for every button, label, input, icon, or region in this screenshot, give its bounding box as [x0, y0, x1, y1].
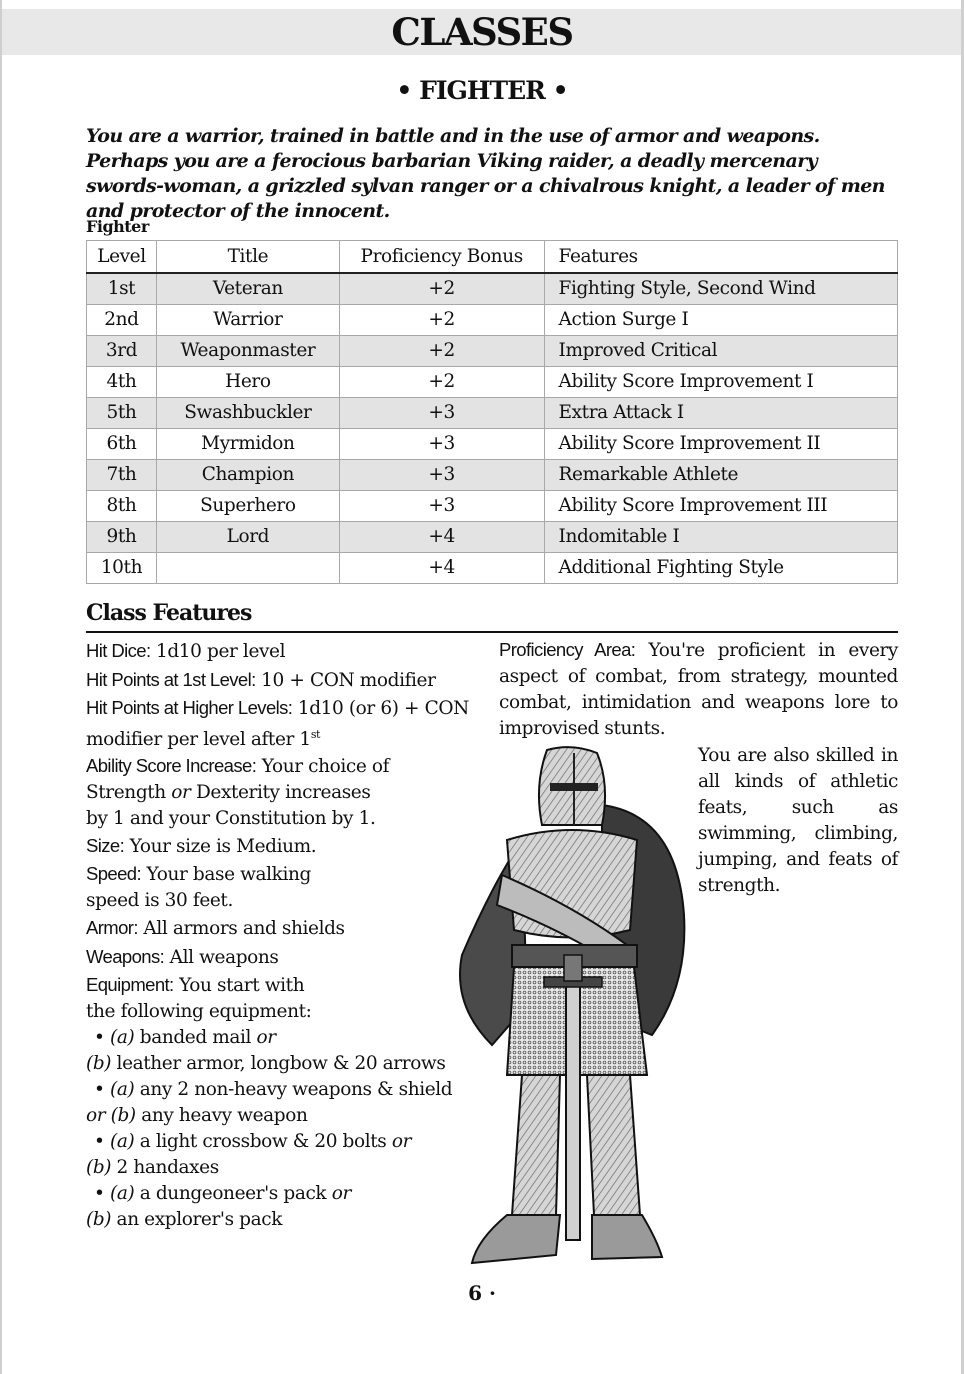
feature-label: Hit Points at Higher Levels:: [86, 697, 293, 718]
cell-title: Warrior: [156, 305, 339, 336]
feature-label: Armor:: [86, 917, 138, 939]
bullet-icon: •: [94, 1131, 105, 1153]
cell-title: Weaponmaster: [156, 336, 339, 367]
col-header-features: Features: [544, 241, 897, 274]
cell-level: 4th: [87, 367, 157, 398]
class-intro: You are a warrior, trained in battle and in the use of armor and weapons. Perhaps you are a ferocious barbarian Viking raider, a deadly mercenary swords-woman, a grizzled sylvan ranger or a chivalrous knight, a leader of men and protector of the innocent.: [86, 125, 885, 222]
table-row: [87, 336, 898, 367]
features-left-column: [86, 637, 486, 1233]
cell-features: Ability Score Improvement III: [544, 491, 897, 522]
bullet-icon: •: [94, 1183, 105, 1205]
table-row: [87, 460, 898, 491]
bullet-icon: •: [94, 1027, 105, 1049]
table-row: [87, 522, 898, 553]
cell-bonus: +2: [339, 336, 544, 367]
table-row: [87, 305, 898, 336]
cell-bonus: +2: [339, 273, 544, 305]
feature-equipment: Equipment: You start with the following equipment:: [86, 974, 312, 1023]
feature-armor: Armor: All armors and shields: [86, 917, 345, 940]
cell-features: Extra Attack I: [544, 398, 897, 429]
feature-proficiency-area: Proficiency Area: You're proficient in every aspect of combat, from strategy, mounted combat, intimidation and weapons lore to improvised stunts.: [499, 639, 898, 739]
cell-bonus: +3: [339, 460, 544, 491]
cell-title: Swashbuckler: [156, 398, 339, 429]
equipment-item: • (a) any 2 non-heavy weapons & shield or (b) any heavy weapon: [86, 1079, 453, 1127]
page-title: CLASSES: [391, 10, 573, 54]
feature-label: Proficiency Area:: [499, 639, 636, 660]
class-subtitle: • FIGHTER •: [396, 76, 568, 105]
cell-title: Hero: [156, 367, 339, 398]
cell-title: Veteran: [156, 273, 339, 305]
feature-weapons: Weapons: All weapons: [86, 946, 279, 969]
feature-hp-higher: Hit Points at Higher Levels: 1d10 (or 6) + CON modifier per level after 1st: [86, 697, 469, 751]
feature-speed: Speed: Your base walking speed is 30 feet.: [86, 863, 311, 912]
section-rule: [86, 631, 898, 633]
cell-title: Superhero: [156, 491, 339, 522]
feature-label: Weapons:: [86, 946, 165, 968]
feature-label: Ability Score Increase:: [86, 755, 257, 777]
cell-features: Ability Score Improvement II: [544, 429, 897, 460]
cell-title: [156, 553, 339, 584]
cell-bonus: +2: [339, 305, 544, 336]
cell-bonus: +2: [339, 367, 544, 398]
feature-label: Equipment:: [86, 974, 174, 996]
cell-features: Remarkable Athlete: [544, 460, 897, 491]
table-row: [87, 429, 898, 460]
cell-level: 6th: [87, 429, 157, 460]
feature-label: Speed:: [86, 863, 142, 885]
cell-level: 2nd: [87, 305, 157, 336]
table-row: [87, 491, 898, 522]
cell-bonus: +4: [339, 553, 544, 584]
feature-hp-first: Hit Points at 1st Level: 10 + CON modifier: [86, 669, 436, 691]
section-heading: Class Features: [86, 600, 252, 626]
cell-bonus: +3: [339, 491, 544, 522]
col-header-title: Title: [156, 241, 339, 274]
cell-features: Action Surge I: [544, 305, 897, 336]
cell-bonus: +4: [339, 522, 544, 553]
cell-features: Ability Score Improvement I: [544, 367, 897, 398]
cell-features: Fighting Style, Second Wind: [544, 273, 897, 305]
page-edge-left: [0, 0, 2, 1374]
feature-size: Size: Your size is Medium.: [86, 835, 317, 858]
table-header-row: [87, 241, 898, 274]
table-row: [87, 398, 898, 429]
feature-label: Hit Dice:: [86, 640, 151, 661]
cell-level: 8th: [87, 491, 157, 522]
bullet-icon: •: [94, 1079, 105, 1101]
cell-title: Myrmidon: [156, 429, 339, 460]
table-row: [87, 553, 898, 584]
table-row: [87, 273, 898, 305]
cell-level: 9th: [87, 522, 157, 553]
feature-asi: Ability Score Increase: Your choice of Strength or Dexterity increases by 1 and your Constitution by 1.: [86, 755, 390, 830]
cell-level: 7th: [87, 460, 157, 491]
fighter-progression-table: [86, 240, 898, 584]
equipment-item: • (a) a dungeoneer's pack or (b) an explorer's pack: [86, 1183, 351, 1231]
col-header-proficiency: Proficiency Bonus: [339, 241, 544, 274]
table-caption: Fighter: [86, 217, 149, 236]
feature-hit-dice: Hit Dice: 1d10 per level: [86, 640, 286, 662]
cell-level: 10th: [87, 553, 157, 584]
feature-athletic-text: You are also skilled in all kinds of athletic feats, such as swimming, climbing, jumping, and feats of strength.: [698, 745, 898, 896]
cell-level: 5th: [87, 398, 157, 429]
cell-features: Improved Critical: [544, 336, 897, 367]
page-number: 6 ·: [468, 1281, 496, 1305]
knight-illustration: [452, 745, 692, 1275]
equipment-item: • (a) a light crossbow & 20 bolts or (b) 2 handaxes: [86, 1131, 412, 1179]
feature-label: Size:: [86, 835, 125, 857]
cell-bonus: +3: [339, 429, 544, 460]
cell-level: 1st: [87, 273, 157, 305]
feature-label: Hit Points at 1st Level:: [86, 669, 256, 690]
cell-features: Indomitable I: [544, 522, 897, 553]
col-header-level: Level: [87, 241, 157, 274]
cell-bonus: +3: [339, 398, 544, 429]
equipment-item: • (a) banded mail or (b) leather armor, longbow & 20 arrows: [86, 1027, 446, 1075]
cell-level: 3rd: [87, 336, 157, 367]
table-row: [87, 367, 898, 398]
cell-title: Champion: [156, 460, 339, 491]
cell-title: Lord: [156, 522, 339, 553]
cell-features: Additional Fighting Style: [544, 553, 897, 584]
